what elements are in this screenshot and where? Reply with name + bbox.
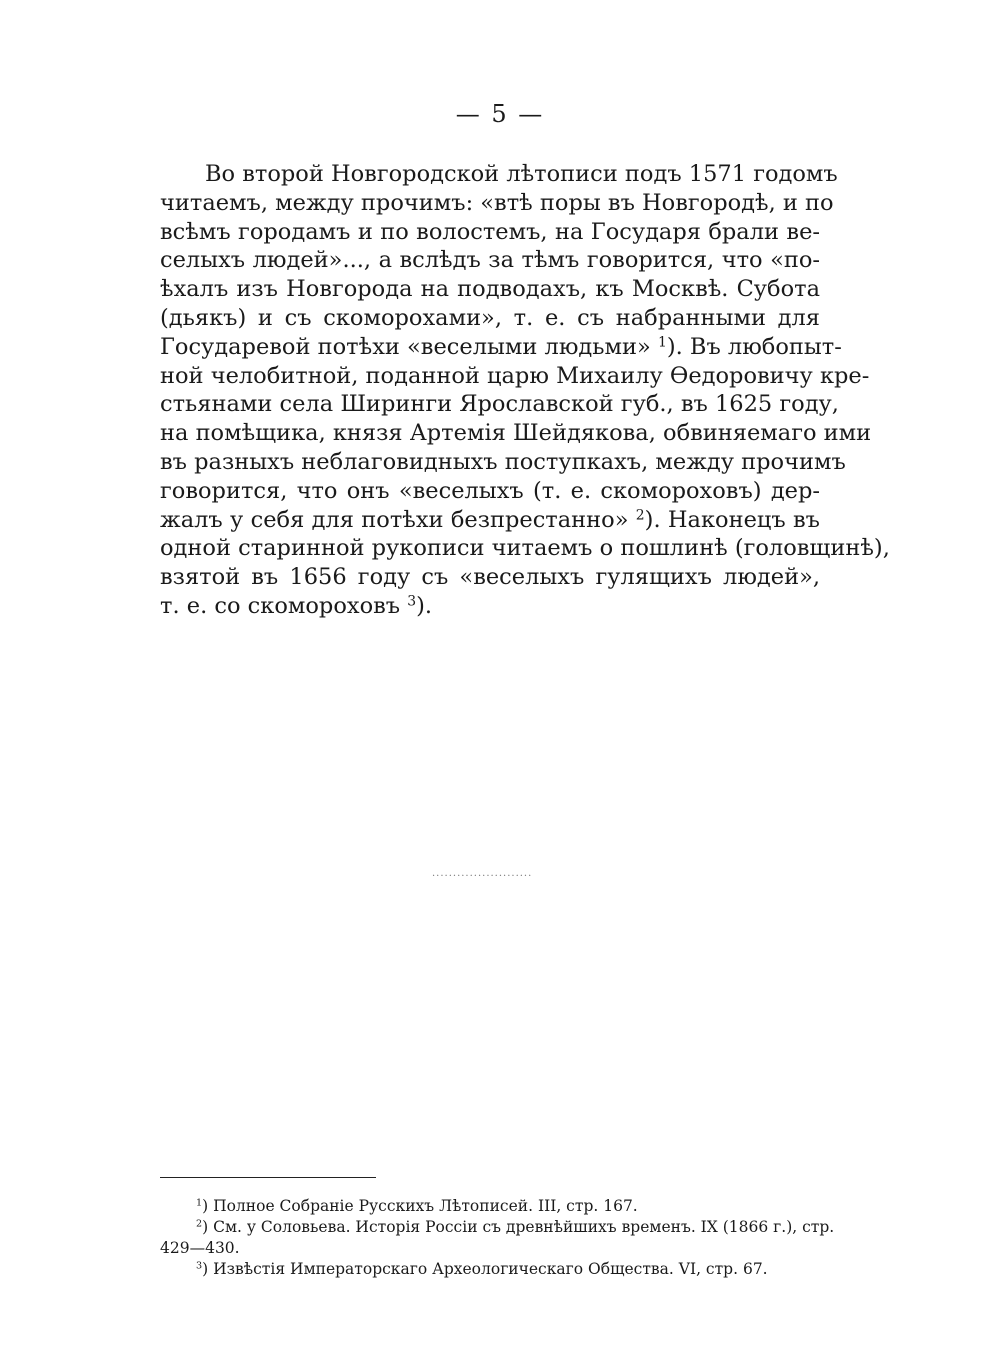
- text-line: читаемъ, между прочимъ: «втѣ поры въ Новгородѣ, и по: [160, 189, 834, 216]
- text-line: на помѣщика, князя Артемія Шейдякова, обвиняемаго ими: [160, 420, 872, 447]
- footnote-mark: 1: [196, 1197, 203, 1209]
- footnote-text: ) Полное Собраніе Русскихъ Лѣтописей. III, стр. 167.: [202, 1197, 638, 1215]
- text-line: селыхъ людей»..., а вслѣдъ за тѣмъ говорится, что «по-: [160, 247, 820, 274]
- text-line: всѣмъ городамъ и по волостемъ, на Государя брали ве-: [160, 218, 820, 245]
- text-line: стьянами села Ширинги Ярославской губ., въ 1625 году,: [160, 391, 839, 418]
- text-fragment: Государевой потѣхи «веселыми людьми»: [160, 333, 658, 360]
- text-line: въ разныхъ неблаговидныхъ поступкахъ, между прочимъ: [160, 448, 846, 475]
- main-text: [160, 160, 890, 621]
- text-line: [160, 592, 820, 621]
- footnote-text: ) См. у Соловьева. Исторія Россіи съ древнѣйшихъ временъ. IX (1866 г.), стр.: [202, 1218, 835, 1236]
- text-fragment: ).: [416, 592, 433, 619]
- text-line: ѣхалъ изъ Новгорода на подводахъ, къ Москвѣ. Субота: [160, 276, 820, 303]
- footnote-ref: 3: [407, 593, 417, 610]
- text-fragment: ). Наконецъ въ: [644, 506, 820, 533]
- text-line: взятой въ 1656 году съ «веселыхъ гулящихъ людей»,: [160, 564, 820, 591]
- page-number: — 5 —: [455, 100, 545, 128]
- footnote-mark: 3: [196, 1260, 203, 1272]
- text-line: (дьякъ) и съ скоморохами», т. е. съ набранными для: [160, 304, 820, 331]
- footnote-text: ) Извѣстія Императорскаго Археологическаго Общества. VI, стр. 67.: [202, 1260, 768, 1278]
- text-line: говорится, что онъ «веселыхъ (т. е. скомороховъ) дер-: [160, 477, 820, 504]
- text-fragment: т. е. со скомороховъ: [160, 592, 408, 619]
- text-fragment: жалъ у себя для потѣхи безпрестанно»: [160, 506, 636, 533]
- footnote: [160, 1217, 835, 1238]
- text-line: [160, 333, 842, 362]
- footnote-ref: 1: [657, 334, 667, 351]
- text-line: ной челобитной, поданной царю Михаилу Ѳедоровичу кре-: [160, 362, 870, 389]
- footnote: [160, 1196, 820, 1217]
- footnotes: [160, 1196, 835, 1280]
- text-line: Во второй Новгородской лѣтописи подъ 1571 годомъ: [205, 161, 838, 187]
- text-line: [160, 506, 820, 535]
- text-line: одной старинной рукописи читаемъ о пошлинѣ (головщинѣ),: [160, 535, 890, 562]
- footnote-continuation: [160, 1238, 820, 1259]
- footnote-divider: [160, 1177, 376, 1178]
- footnote-ref: 2: [635, 506, 645, 523]
- footnote-mark: 2: [196, 1218, 203, 1230]
- separator-ornament: ........................: [432, 868, 533, 879]
- footnote: [160, 1259, 820, 1280]
- footnote-text: 429—430.: [160, 1239, 240, 1257]
- text-fragment: ). Въ любопыт-: [666, 333, 842, 360]
